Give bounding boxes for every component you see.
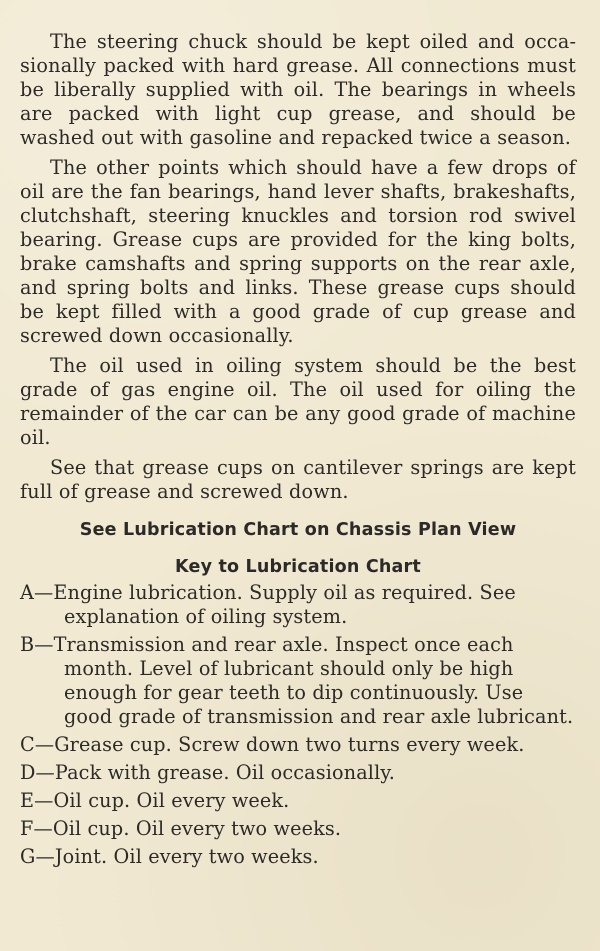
- key-letter: E: [20, 789, 35, 812]
- key-letter: G: [20, 845, 36, 868]
- key-dash: —: [34, 733, 55, 756]
- paragraph-steering-chuck: The steering chuck should be kept oiled and occasionally packed with hard grease. All connections must be liberally supplied with oil. The bearings in wheels are packed with light cup grease, and should be washed out with gasoline and repacked twice a season.: [20, 30, 576, 149]
- key-item-f: [20, 817, 576, 841]
- key-dash: —: [34, 581, 54, 604]
- key-text: Grease cup. Screw down two turns every week.: [54, 733, 525, 756]
- key-letter: F: [20, 817, 34, 840]
- key-dash: —: [35, 845, 55, 868]
- chart-reference-heading: See Lubrication Chart on Chassis Plan View: [79, 520, 517, 540]
- key-text: Joint. Oil every two weeks.: [54, 845, 319, 868]
- paragraph-cantilever-springs: See that grease cups on cantilever springs are kept full of grease and screwed down.: [20, 456, 576, 503]
- paragraph-oil-grade: The oil used in oiling system should be the best grade of gas engine oil. The oil used for oiling the remainder of the car can be any good grade of machine oil.: [20, 354, 576, 449]
- key-item-d: [20, 761, 576, 785]
- key-item-a: [20, 581, 576, 629]
- key-text: Oil cup. Oil every two weeks.: [52, 817, 342, 840]
- key-text: Oil cup. Oil every week.: [53, 789, 290, 812]
- key-letter: C: [20, 733, 35, 756]
- paragraph-oil-points: The other points which should have a few drops of oil are the fan bearings, hand lever shafts, brakeshafts, clutchshaft, steering knuckles and torsion rod swivel bearing. Grease cups are provided for the king bolts, brake camshafts and spring supports on the rear axle, and spring bolts and links. These grease cups should be kept filled with a good grade of cup grease and screwed down occasionally.: [20, 156, 576, 347]
- key-item-g: [20, 845, 576, 869]
- key-dash: —: [34, 789, 54, 812]
- key-text: Pack with grease. Oil occasionally.: [54, 761, 396, 784]
- key-letter: A: [20, 581, 35, 604]
- key-heading: Key to Lubrication Chart: [175, 557, 421, 577]
- key-text: Engine lubrication. Supply oil as required. See explanation of oiling system.: [53, 581, 516, 628]
- key-item-b: [20, 633, 576, 729]
- key-item-c: [20, 733, 576, 757]
- key-letter: B: [20, 633, 35, 656]
- key-dash: —: [35, 761, 55, 784]
- key-text: Transmission and rear axle. Inspect once each month. Level of lubricant should only be high enough for gear teeth to dip continuously. Use good grade of transmission and rear axle lubricant.: [53, 633, 574, 728]
- key-dash: —: [34, 633, 54, 656]
- key-letter: D: [20, 761, 36, 784]
- key-dash: —: [33, 817, 53, 840]
- key-item-e: [20, 789, 576, 813]
- lubrication-key-list: [20, 581, 576, 869]
